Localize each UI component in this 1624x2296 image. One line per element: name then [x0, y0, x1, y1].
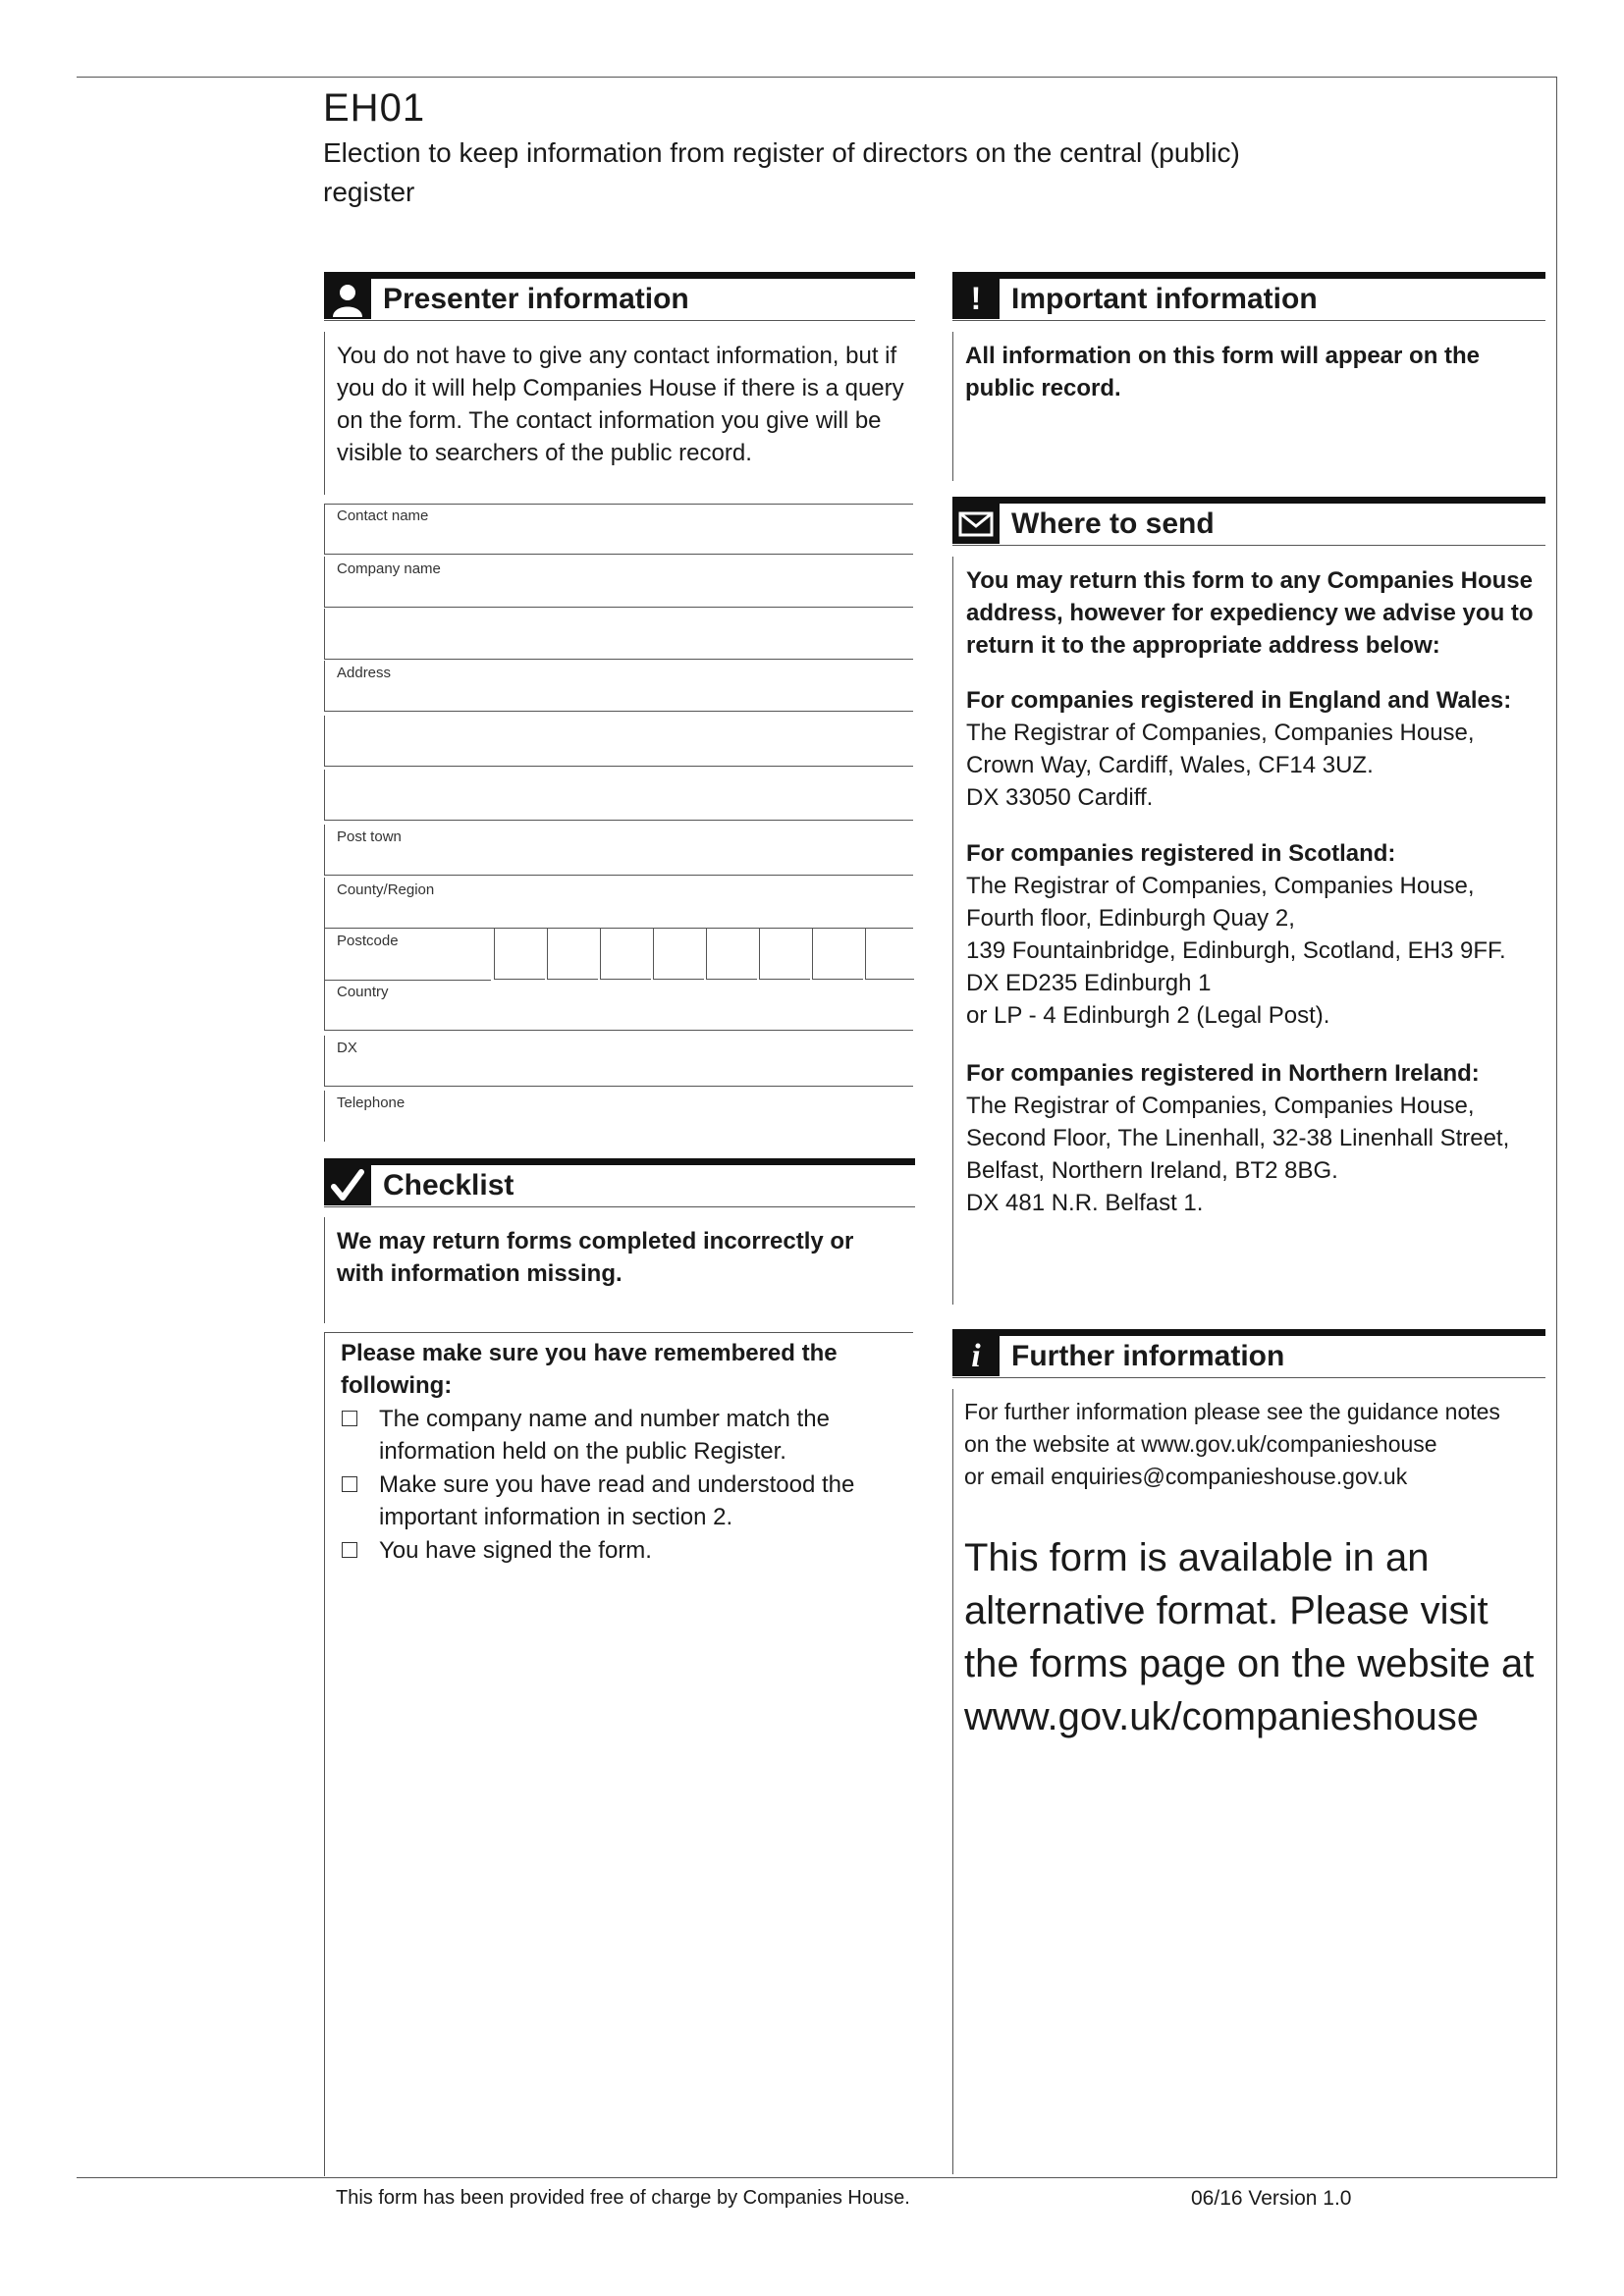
scotland-heading: For companies registered in Scotland:: [966, 840, 1396, 867]
further-info-rule: [952, 1389, 953, 2174]
checkbox[interactable]: [342, 1411, 357, 1426]
postcode-box[interactable]: [494, 929, 545, 980]
presenter-intro: You do not have to give any contact information, but if you do it will help Companies House if there is a query on the form. The contact information you give will be visible to searchers of the public record.: [337, 343, 904, 466]
address-england: [966, 684, 1545, 814]
presenter-heading: Presenter information: [383, 283, 689, 315]
important-header: [952, 272, 1545, 321]
county-field[interactable]: [324, 878, 913, 929]
checklist-intro-rule: [324, 1217, 325, 1323]
checklist-box-top-rule: [324, 1332, 913, 1333]
post-town-label: Post town: [337, 828, 402, 845]
form-title: Election to keep information from register of directors on the central (public) register: [323, 137, 1240, 207]
england-line: The Registrar of Companies, Companies House,: [966, 720, 1475, 746]
telephone-field[interactable]: [324, 1091, 913, 1142]
where-to-send-intro: You may return this form to any Companies House address, however for expediency we advise you to return it to the appropriate address below:: [966, 567, 1534, 659]
scotland-line: Fourth floor, Edinburgh Quay 2,: [966, 905, 1295, 932]
ni-line: Second Floor, The Linenhall, 32-38 Linenhall Street,: [966, 1125, 1510, 1151]
postcode-box[interactable]: [706, 929, 757, 980]
ni-heading: For companies registered in Northern Ireland:: [966, 1060, 1480, 1087]
important-rule: [952, 332, 953, 481]
postcode-box[interactable]: [600, 929, 651, 980]
england-line: Crown Way, Cardiff, Wales, CF14 3UZ.: [966, 752, 1374, 778]
contact-name-label: Contact name: [337, 507, 429, 524]
further-line: or email enquiries@companieshouse.gov.uk: [964, 1464, 1408, 1489]
scotland-line: 139 Fountainbridge, Edinburgh, Scotland, EH3 9FF.: [966, 937, 1506, 964]
where-to-send-rule: [952, 557, 953, 1305]
presenter-intro-rule: [324, 332, 325, 495]
scotland-line: The Registrar of Companies, Companies House,: [966, 873, 1475, 899]
ni-line: DX 481 N.R. Belfast 1.: [966, 1190, 1204, 1216]
scotland-line: DX ED235 Edinburgh 1: [966, 970, 1212, 996]
checklist-box-left-rule: [324, 1332, 325, 2176]
company-name-label: Company name: [337, 561, 441, 577]
further-info-header: [952, 1329, 1545, 1378]
alt-format-notice: This form is available in an alternative format. Please visit the forms page on the website at www.gov.uk/companieshouse: [964, 1536, 1535, 1738]
important-heading: Important information: [1011, 283, 1318, 315]
frame-top-rule: [77, 77, 1557, 78]
address-line-3[interactable]: [324, 770, 913, 821]
ni-line: The Registrar of Companies, Companies House,: [966, 1093, 1475, 1119]
tick-icon: [324, 1165, 371, 1205]
postcode-label: Postcode: [337, 933, 399, 949]
checklist-item-text: Make sure you have read and understood the important information in section 2.: [379, 1471, 855, 1530]
checklist-heading: Checklist: [383, 1169, 514, 1201]
exclamation-icon: !: [952, 279, 1000, 319]
envelope-icon: [952, 504, 1000, 544]
address-northern-ireland: [966, 1057, 1545, 1219]
dx-label: DX: [337, 1040, 357, 1056]
postcode-box[interactable]: [759, 929, 810, 980]
county-label: County/Region: [337, 881, 435, 898]
form-code: EH01: [323, 86, 426, 130]
frame-bottom-rule: [77, 2177, 1557, 2178]
postcode-box[interactable]: [547, 929, 598, 980]
contact-name-field[interactable]: [324, 504, 913, 555]
frame-right-rule: [1556, 77, 1557, 2177]
address-label: Address: [337, 665, 392, 681]
country-label: Country: [337, 984, 389, 1000]
important-text: All information on this form will appear on the public record.: [965, 343, 1481, 401]
presenter-header: [324, 272, 915, 321]
checkbox[interactable]: [342, 1542, 357, 1558]
checklist-header: [324, 1158, 915, 1207]
further-info-heading: Further information: [1011, 1340, 1285, 1372]
footer-version: 06/16 Version 1.0: [1191, 2187, 1352, 2210]
footer-note: This form has been provided free of charge by Companies House.: [336, 2187, 910, 2209]
checklist-item-text: The company name and number match the information held on the public Register.: [379, 1406, 830, 1465]
where-to-send-header: [952, 497, 1545, 546]
dx-field[interactable]: [324, 1036, 913, 1087]
post-town-field[interactable]: [324, 825, 913, 876]
company-name-field[interactable]: [324, 557, 913, 608]
company-name-line-2[interactable]: [324, 609, 913, 660]
checkbox[interactable]: [342, 1476, 357, 1492]
checklist-prompt: Please make sure you have remembered the following:: [341, 1340, 838, 1399]
postcode-box[interactable]: [653, 929, 704, 980]
further-line: For further information please see the guidance notes: [964, 1399, 1500, 1424]
telephone-label: Telephone: [337, 1095, 406, 1111]
address-line-2[interactable]: [324, 716, 913, 767]
person-icon: [324, 279, 371, 319]
scotland-line: or LP - 4 Edinburgh 2 (Legal Post).: [966, 1002, 1330, 1029]
checklist-intro: We may return forms completed incorrectly or with information missing.: [337, 1228, 854, 1287]
address-field[interactable]: [324, 661, 913, 712]
further-info-text: [964, 1396, 1548, 1493]
further-line: on the website at www.gov.uk/companieshouse: [964, 1431, 1437, 1457]
postcode-box[interactable]: [812, 929, 863, 980]
postcode-box[interactable]: [865, 929, 914, 980]
address-scotland: [966, 837, 1545, 1032]
checklist-item-text: You have signed the form.: [379, 1537, 652, 1564]
country-field[interactable]: [324, 980, 913, 1031]
info-icon: i: [952, 1336, 1000, 1376]
england-line: DX 33050 Cardiff.: [966, 784, 1154, 811]
where-to-send-heading: Where to send: [1011, 507, 1215, 540]
ni-line: Belfast, Northern Ireland, BT2 8BG.: [966, 1157, 1338, 1184]
england-heading: For companies registered in England and Wales:: [966, 687, 1512, 714]
